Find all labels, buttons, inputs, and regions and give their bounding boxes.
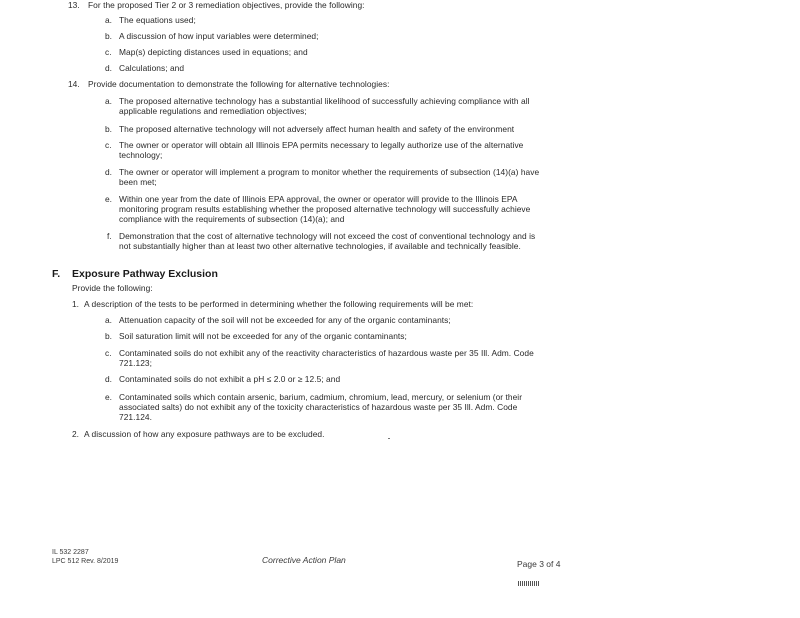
f-item-1-text: A description of the tests to be performed in determining whether the following requirements will be met: bbox=[84, 299, 474, 309]
item-14a-letter: a. bbox=[105, 96, 112, 106]
f-item-1b-letter: b. bbox=[105, 331, 112, 341]
item-14e-letter: e. bbox=[105, 194, 112, 204]
item-13c-letter: c. bbox=[105, 47, 112, 57]
scan-speck bbox=[388, 438, 390, 439]
f-item-1e-letter: e. bbox=[105, 392, 112, 402]
item-14e-line-2: monitoring program results establishing whether the proposed alternative technology will successfully achieve bbox=[119, 204, 531, 214]
item-14-number: 14. bbox=[68, 79, 80, 89]
item-13b-text: A discussion of how input variables were determined; bbox=[119, 31, 319, 41]
barcode-mark bbox=[518, 581, 539, 586]
footer-page-number: Page 3 of 4 bbox=[517, 559, 561, 569]
f-item-1c-line-1: Contaminated soils do not exhibit any of the reactivity characteristics of hazardous waste per 35 Ill. Adm. Code bbox=[119, 348, 534, 358]
item-14f-line-2: not substantially higher than at least two other alternative technologies, if available and technically feasible. bbox=[119, 241, 521, 251]
item-13d-text: Calculations; and bbox=[119, 63, 185, 73]
f-item-1d-letter: d. bbox=[105, 374, 112, 384]
section-f-title: Exposure Pathway Exclusion bbox=[72, 268, 218, 280]
item-13a-text: The equations used; bbox=[119, 15, 196, 25]
item-14c-letter: c. bbox=[105, 140, 112, 150]
f-item-1e-line-3: 721.124. bbox=[119, 412, 153, 422]
item-14c-line-1: The owner or operator will obtain all Illinois EPA permits necessary to legally authorize use of the alternative bbox=[119, 140, 524, 150]
footer-title: Corrective Action Plan bbox=[262, 555, 346, 565]
item-13c-text: Map(s) depicting distances used in equations; and bbox=[119, 47, 308, 57]
item-14d-letter: d. bbox=[105, 167, 112, 177]
f-item-2-text: A discussion of how any exposure pathways are to be excluded. bbox=[84, 429, 325, 439]
item-14f-letter: f. bbox=[107, 231, 112, 241]
item-13a-letter: a. bbox=[105, 15, 112, 25]
footer-form-revision: LPC 512 Rev. 8/2019 bbox=[52, 558, 119, 565]
item-14d-line-2: been met; bbox=[119, 177, 157, 187]
item-14b-line-1: The proposed alternative technology will not adversely affect human health and safety of the environment bbox=[119, 124, 515, 134]
item-13b-letter: b. bbox=[105, 31, 112, 41]
item-14c-line-2: technology; bbox=[119, 150, 163, 160]
f-item-1c-letter: c. bbox=[105, 348, 112, 358]
item-14e-line-1: Within one year from the date of Illinois EPA approval, the owner or operator will provide to the Illinois EPA bbox=[119, 194, 518, 204]
item-14d-line-1: The owner or operator will implement a program to monitor whether the requirements of subsection (14)(a) have bbox=[119, 167, 540, 177]
item-14f-line-1: Demonstration that the cost of alternative technology will not exceed the cost of conventional technology and is bbox=[119, 231, 536, 241]
f-item-1-number: 1. bbox=[72, 299, 79, 309]
f-item-1a-line-1: Attenuation capacity of the soil will not be exceeded for any of the organic contaminants; bbox=[119, 315, 451, 325]
f-item-1c-line-2: 721.123; bbox=[119, 358, 153, 368]
section-f-letter: F. bbox=[52, 268, 61, 280]
footer-form-id: IL 532 2287 bbox=[52, 549, 89, 556]
item-13-text: For the proposed Tier 2 or 3 remediation objectives, provide the following: bbox=[88, 0, 365, 10]
f-item-2-number: 2. bbox=[72, 429, 79, 439]
f-item-1d-line-1: Contaminated soils do not exhibit a pH ≤ 2.0 or ≥ 12.5; and bbox=[119, 374, 341, 384]
section-f-intro: Provide the following: bbox=[72, 283, 153, 293]
item-14-text: Provide documentation to demonstrate the following for alternative technologies: bbox=[88, 79, 390, 89]
item-14a-line-2: applicable regulations and remediation objectives; bbox=[119, 106, 307, 116]
f-item-1e-line-2: associated salts) do not exhibit any of the toxicity characteristics of hazardous waste per 35 Ill. Adm. Code bbox=[119, 402, 518, 412]
item-13-number: 13. bbox=[68, 0, 80, 10]
f-item-1a-letter: a. bbox=[105, 315, 112, 325]
item-13d-letter: d. bbox=[105, 63, 112, 73]
f-item-1b-line-1: Soil saturation limit will not be exceeded for any of the organic contaminants; bbox=[119, 331, 407, 341]
item-14e-line-3: compliance with the requirements of subsection (14)(a); and bbox=[119, 214, 345, 224]
item-14b-letter: b. bbox=[105, 124, 112, 134]
f-item-1e-line-1: Contaminated soils which contain arsenic, barium, cadmium, chromium, lead, mercury, or selenium (or their bbox=[119, 392, 523, 402]
item-14a-line-1: The proposed alternative technology has a substantial likelihood of successfully achieving compliance with all bbox=[119, 96, 530, 106]
